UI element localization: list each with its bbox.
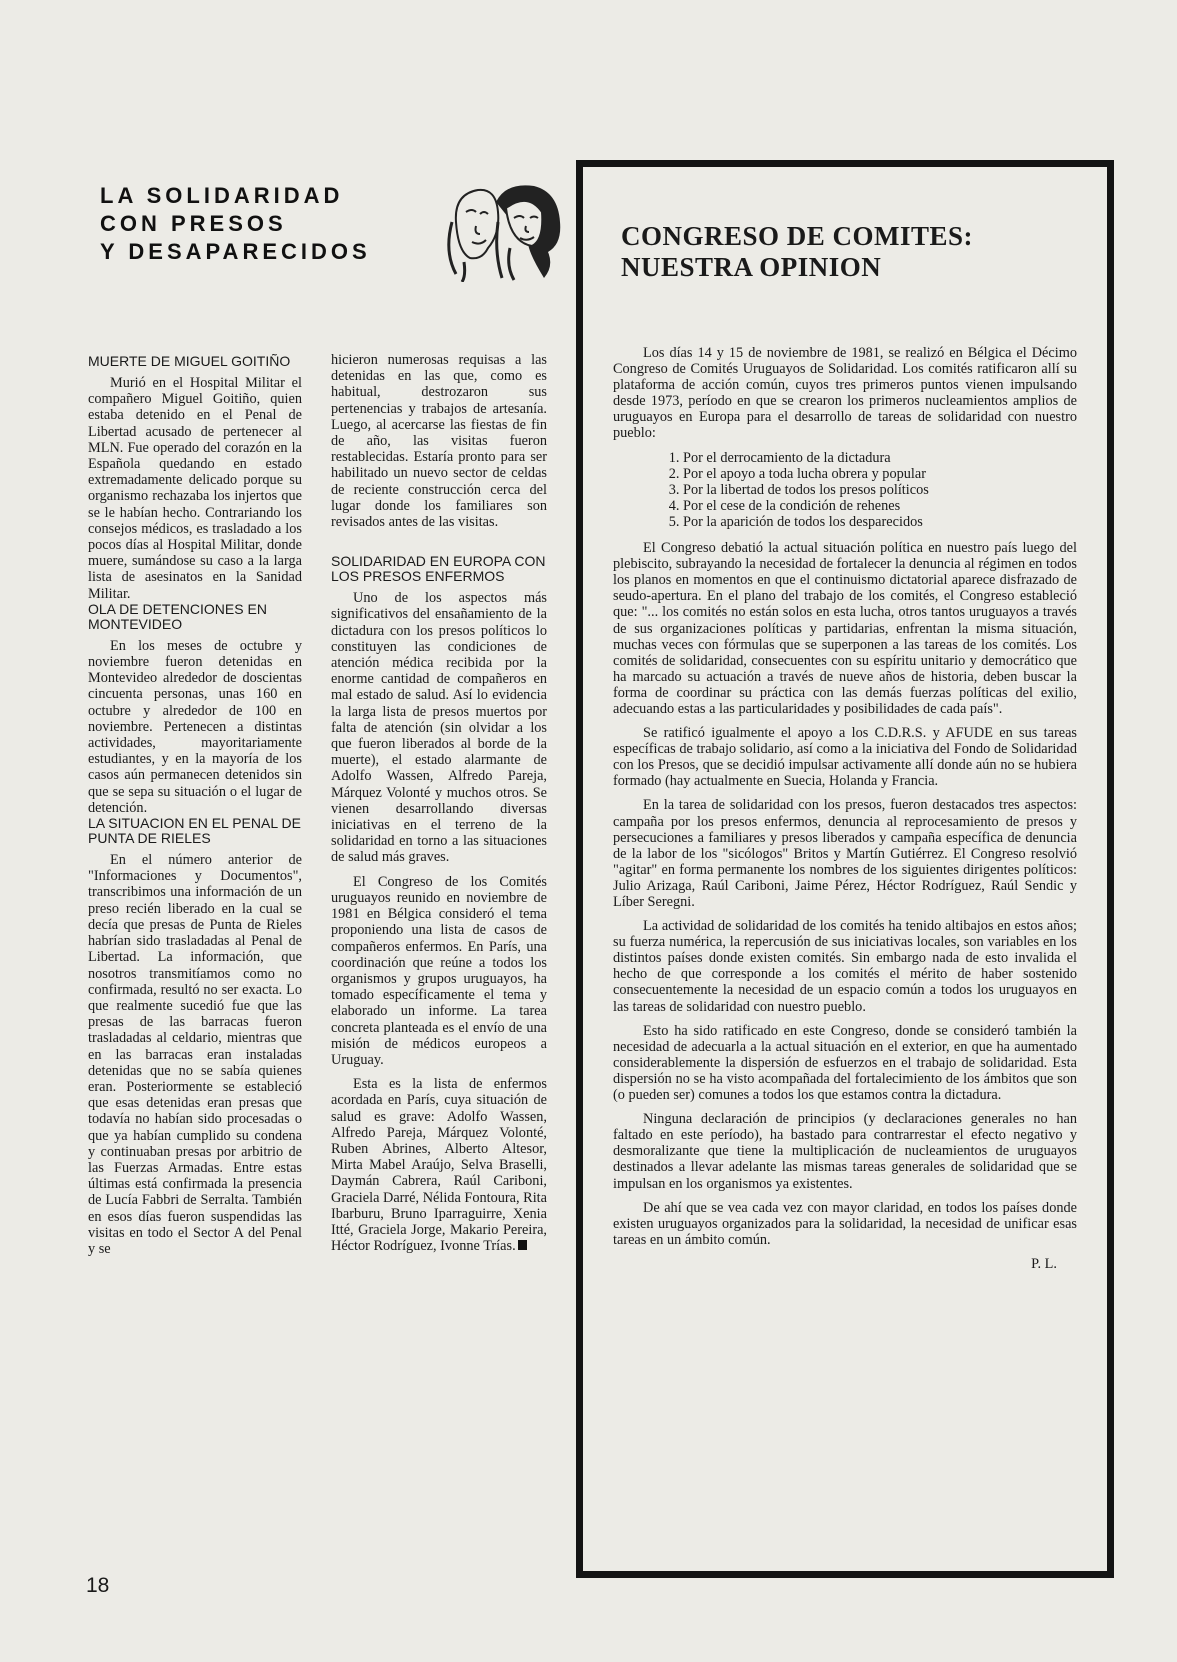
article-paragraph-2: El Congreso debatió la actual situación política en nuestro país luego del plebiscito, subrayando la necesidad de fortalecer la denuncia al régimen en todos los planos en momentos en que el continuismo dictatorial aparece disfrazado de seudo-apertura. En el plano del trabajo de los comités, el Congreso estableció que: "... los comités no están solos en esta lucha, otros tantos uruguayos a través de sus organizaciones políticas y partidarias, enfrentan la misma situación, muchas veces con fórmulas que se superponen a las tareas de los comités. Los comités de solidaridad, consecuentes con su espíritu unitario y democrático que ha marcado su actuación a través de nueve años de historia, deben buscar la forma de coordinar su práctica con las demás fuerzas políticas del exilio, adecuando estas a las particularidades y posibilidades de cada país".	[613, 540, 1077, 717]
platform-item: 5. Por la aparición de todos los desparecidos	[683, 514, 1077, 530]
paragraph-solidaridad-europa-1: Uno de los aspectos más significativos del ensañamiento de la dictadura con los presos políticos lo constituyen las condiciones de atención médica recibida por la enorme cantidad de compañeros en mal estado de salud. Así lo evidencia la larga lista de presos muertos por falta de atención (sin olvidar a los que fueron liberados al borde de la muerte), el estado alarmante de Adolfo Wassen, Alfredo Pareja, Márquez Volonté y muchos otros. Se vienen desarrollando diversas iniciativas en el terreno de la solidaridad en torno a las situaciones de salud más graves.	[331, 590, 547, 866]
article-signature: P. L.	[1031, 1255, 1057, 1272]
end-of-article-mark	[518, 1240, 527, 1250]
article-body	[613, 345, 1077, 1272]
article-paragraph-4: En la tarea de solidaridad con los presos, fueron destacados tres aspectos: campaña por los presos enfermos, denuncia al reprocesamiento de presos y persecuciones a familiares y presos liberados y campaña específica de denuncia de la labor de los "sicólogos" Britos y Martín Gutiérrez. El Congreso resolvió "agitar" en forma permanente los nombres de los siguientes dirigentes políticos: Julio Arizaga, Raúl Cariboni, Jaime Pérez, Héctor Rodríguez, Raúl Sendic y Líber Seregni.	[613, 797, 1077, 910]
paragraph-situacion-penal: En el número anterior de "Informaciones y Documentos", transcribimos una información de un preso recién liberado en la cual se decía que presas de Punta de Rieles habrían sido trasladadas al Penal de Libertad. La información, que nosotros transmitíamos como no confirmada, resultó no ser exacta. Lo que realmente sucedió fue que las presas de las barracas fueron trasladadas al celdario, mientras que en las barracas eran instaladas detenidas que no se sabía quienes eran. Posteriormente se estableció que esas detenidas eran presas que todavía no habían sido procesadas o que ya habían cumplido su condena y continuaban presas por arbitrio de las Fuerzas Armadas. Entre estas últimas está confirmada la presencia de Lucía Fabbri de Serralta. También en esos días fueron suspendidas las visitas en todo el Sector A del Penal y se	[88, 852, 302, 1257]
article-title	[621, 221, 1081, 283]
section-header	[100, 182, 440, 266]
section-header-line-2: CON PRESOS	[100, 211, 287, 236]
heading-ola-detenciones: OLA DE DETENCIONES EN MONTEVIDEO	[88, 600, 267, 632]
paragraph-solidaridad-europa-2: El Congreso de los Comités uruguayos reunido en noviembre de 1981 en Bélgica consideró el tema proponiendo una lista de casos de compañeros enfermos. En París, una coordinación que reúne a todos los organismos y grupos uruguayos, ha tomado específicamente el tema y elaborado un informe. La tarea concreta planteada es el envío de una misión de médicos europeos a Uruguay.	[331, 873, 547, 1068]
paragraph-muerte-goitino: Murió en el Hospital Militar el compañero Miguel Goitiño, quien estaba detenido en el Penal de Libertad acusado de pertenecer al MLN. Fue operado del corazón en la Española quedando en estado extremadamente delicado porque su organismo rechazaba los injertos que se le habían hecho. Contrariando los consejos médicos, es trasladado a los pocos días al Hospital Militar, donde muere, sumándose su caso a la larga lista de asesinatos en la Sanidad Militar.	[88, 375, 302, 602]
platform-item: 4. Por el cese de la condición de rehenes	[683, 498, 1077, 514]
section-header-line-3: Y DESAPARECIDOS	[100, 239, 371, 264]
paragraph-ola-detenciones: En los meses de octubre y noviembre fueron detenidas en Montevideo alrededor de doscientas cincuenta personas, unas 160 en octubre y alrededor de 100 en noviembre. Pertenecen a distintas actividades, mayoritariamente estudiantes, y en la mayoría de los casos aún permanecen detenidos sin que se sepa su situación o el lugar de detención.	[88, 637, 302, 816]
section-header-line-1: LA SOLIDARIDAD	[100, 183, 344, 208]
article-paragraph-3: Se ratificó igualmente el apoyo a los C.D.R.S. y AFUDE en sus tareas específicas de trabajo solidario, así como a la iniciativa del Fondo de Solidaridad con los Presos, que se decidió impulsar activamente allí donde aún no se hubiera formado (hay actualmente en Suecia, Holanda y Francia.	[613, 725, 1077, 790]
faces-illustration-icon	[436, 182, 566, 282]
platform-item: 1. Por el derrocamiento de la dictadura	[683, 450, 1077, 466]
heading-muerte-goitino: MUERTE DE MIGUEL GOITIÑO	[88, 353, 291, 369]
article-paragraph-5: La actividad de solidaridad de los comités ha tenido altibajos en estos años; su fuerza numérica, la repercusión de sus iniciativas locales, son variables en los distintos países donde existen comités. Sin embargo nada de esto invalida el hecho de que corresponde a los comités el mérito de haber sostenido consecuentemente la necesidad de un espacio común a todos los uruguayos en las tareas de solidaridad con nuestro pueblo.	[613, 918, 1077, 1015]
article-paragraph-7: Ninguna declaración de principios (y declaraciones generales no han faltado en este período), ha bastado para contrarrestar el efecto negativo y desmoralizante que tiene la multiplicación de nucleamientos de uruguayos destinados a llevar adelante las mismas tareas generales de solidaridad que se impulsan en los organismos ya existentes.	[613, 1111, 1077, 1192]
article-paragraph-6: Esto ha sido ratificado en este Congreso, donde se consideró también la necesidad de adecuarla a la actual situación en el exterior, en que ha aumentado considerablemente la dispersión de esfuerzos en el trabajo de solidaridad. Esta dispersión no se ha visto acompañada del fortalecimiento de los ámbitos que son (o pueden ser) comunes a todos los que estamos contra la dictadura.	[613, 1022, 1077, 1104]
platform-item: 3. Por la libertad de todos los presos políticos	[683, 482, 1077, 498]
article-title-line-2: NUESTRA OPINION	[621, 252, 882, 282]
paragraph-situacion-penal-cont: hicieron numerosas requisas a las detenidas en las que, como es habitual, destrozaron sus pertenencias y trabajos de artesanía. Luego, al acercarse las fiestas de fin de año, las visitas fueron restablecidas. Estaría pronto para ser habilitado un nuevo sector de celdas de reciente construcción cerca del lugar donde los familiares son revisados antes de las visitas.	[331, 352, 547, 531]
heading-solidaridad-europa: SOLIDARIDAD EN EUROPA CON LOS PRESOS ENFERMOS	[331, 553, 546, 585]
boxed-article	[576, 160, 1114, 1578]
platform-list	[613, 450, 1077, 530]
article-title-line-1: CONGRESO DE COMITES:	[621, 221, 974, 251]
heading-situacion-penal: LA SITUACION EN EL PENAL DE PUNTA DE RIELES	[88, 815, 301, 847]
article-paragraph-1: Los días 14 y 15 de noviembre de 1981, se realizó en Bélgica el Décimo Congreso de Comités Uruguayos de Solidaridad. Los comités ratificaron allí su plataforma de acción común, cuyos tres primeros puntos vienen impulsando desde 1973, período en que se crearon los primeros nucleamientos amplios de uruguayos en Europa para el desarrollo de tareas de solidaridad con nuestro pueblo:	[613, 345, 1077, 442]
news-column-1	[88, 354, 302, 1257]
news-column-2	[331, 352, 547, 1254]
article-paragraph-8: De ahí que se vea cada vez con mayor claridad, en todos los países donde existen uruguayos organizados para la solidaridad, la necesidad de unificar esas tareas en un ámbito común.	[613, 1199, 1077, 1248]
platform-item: 2. Por el apoyo a toda lucha obrera y popular	[683, 466, 1077, 482]
paragraph-lista-enfermos	[331, 1076, 547, 1254]
lista-enfermos-text: Esta es la lista de enfermos acordada en París, cuya situación de salud es grave: Adolfo Wassen, Alfredo Pareja, Márquez Volonté, Ruben Abrines, Alberto Altesor, Mirta Mabel Araújo, Selva Braselli, Daymán Cabrera, Raúl Cariboni, Graciela Darré, Nélida Fontoura, Rita Ibarburu, Bruno Iparraguirre, Xenia Itté, Graciela Jorge, Makario Pereira, Héctor Rodríguez, Ivonne Trías.	[331, 1076, 547, 1255]
page-number: 18	[86, 1574, 110, 1597]
